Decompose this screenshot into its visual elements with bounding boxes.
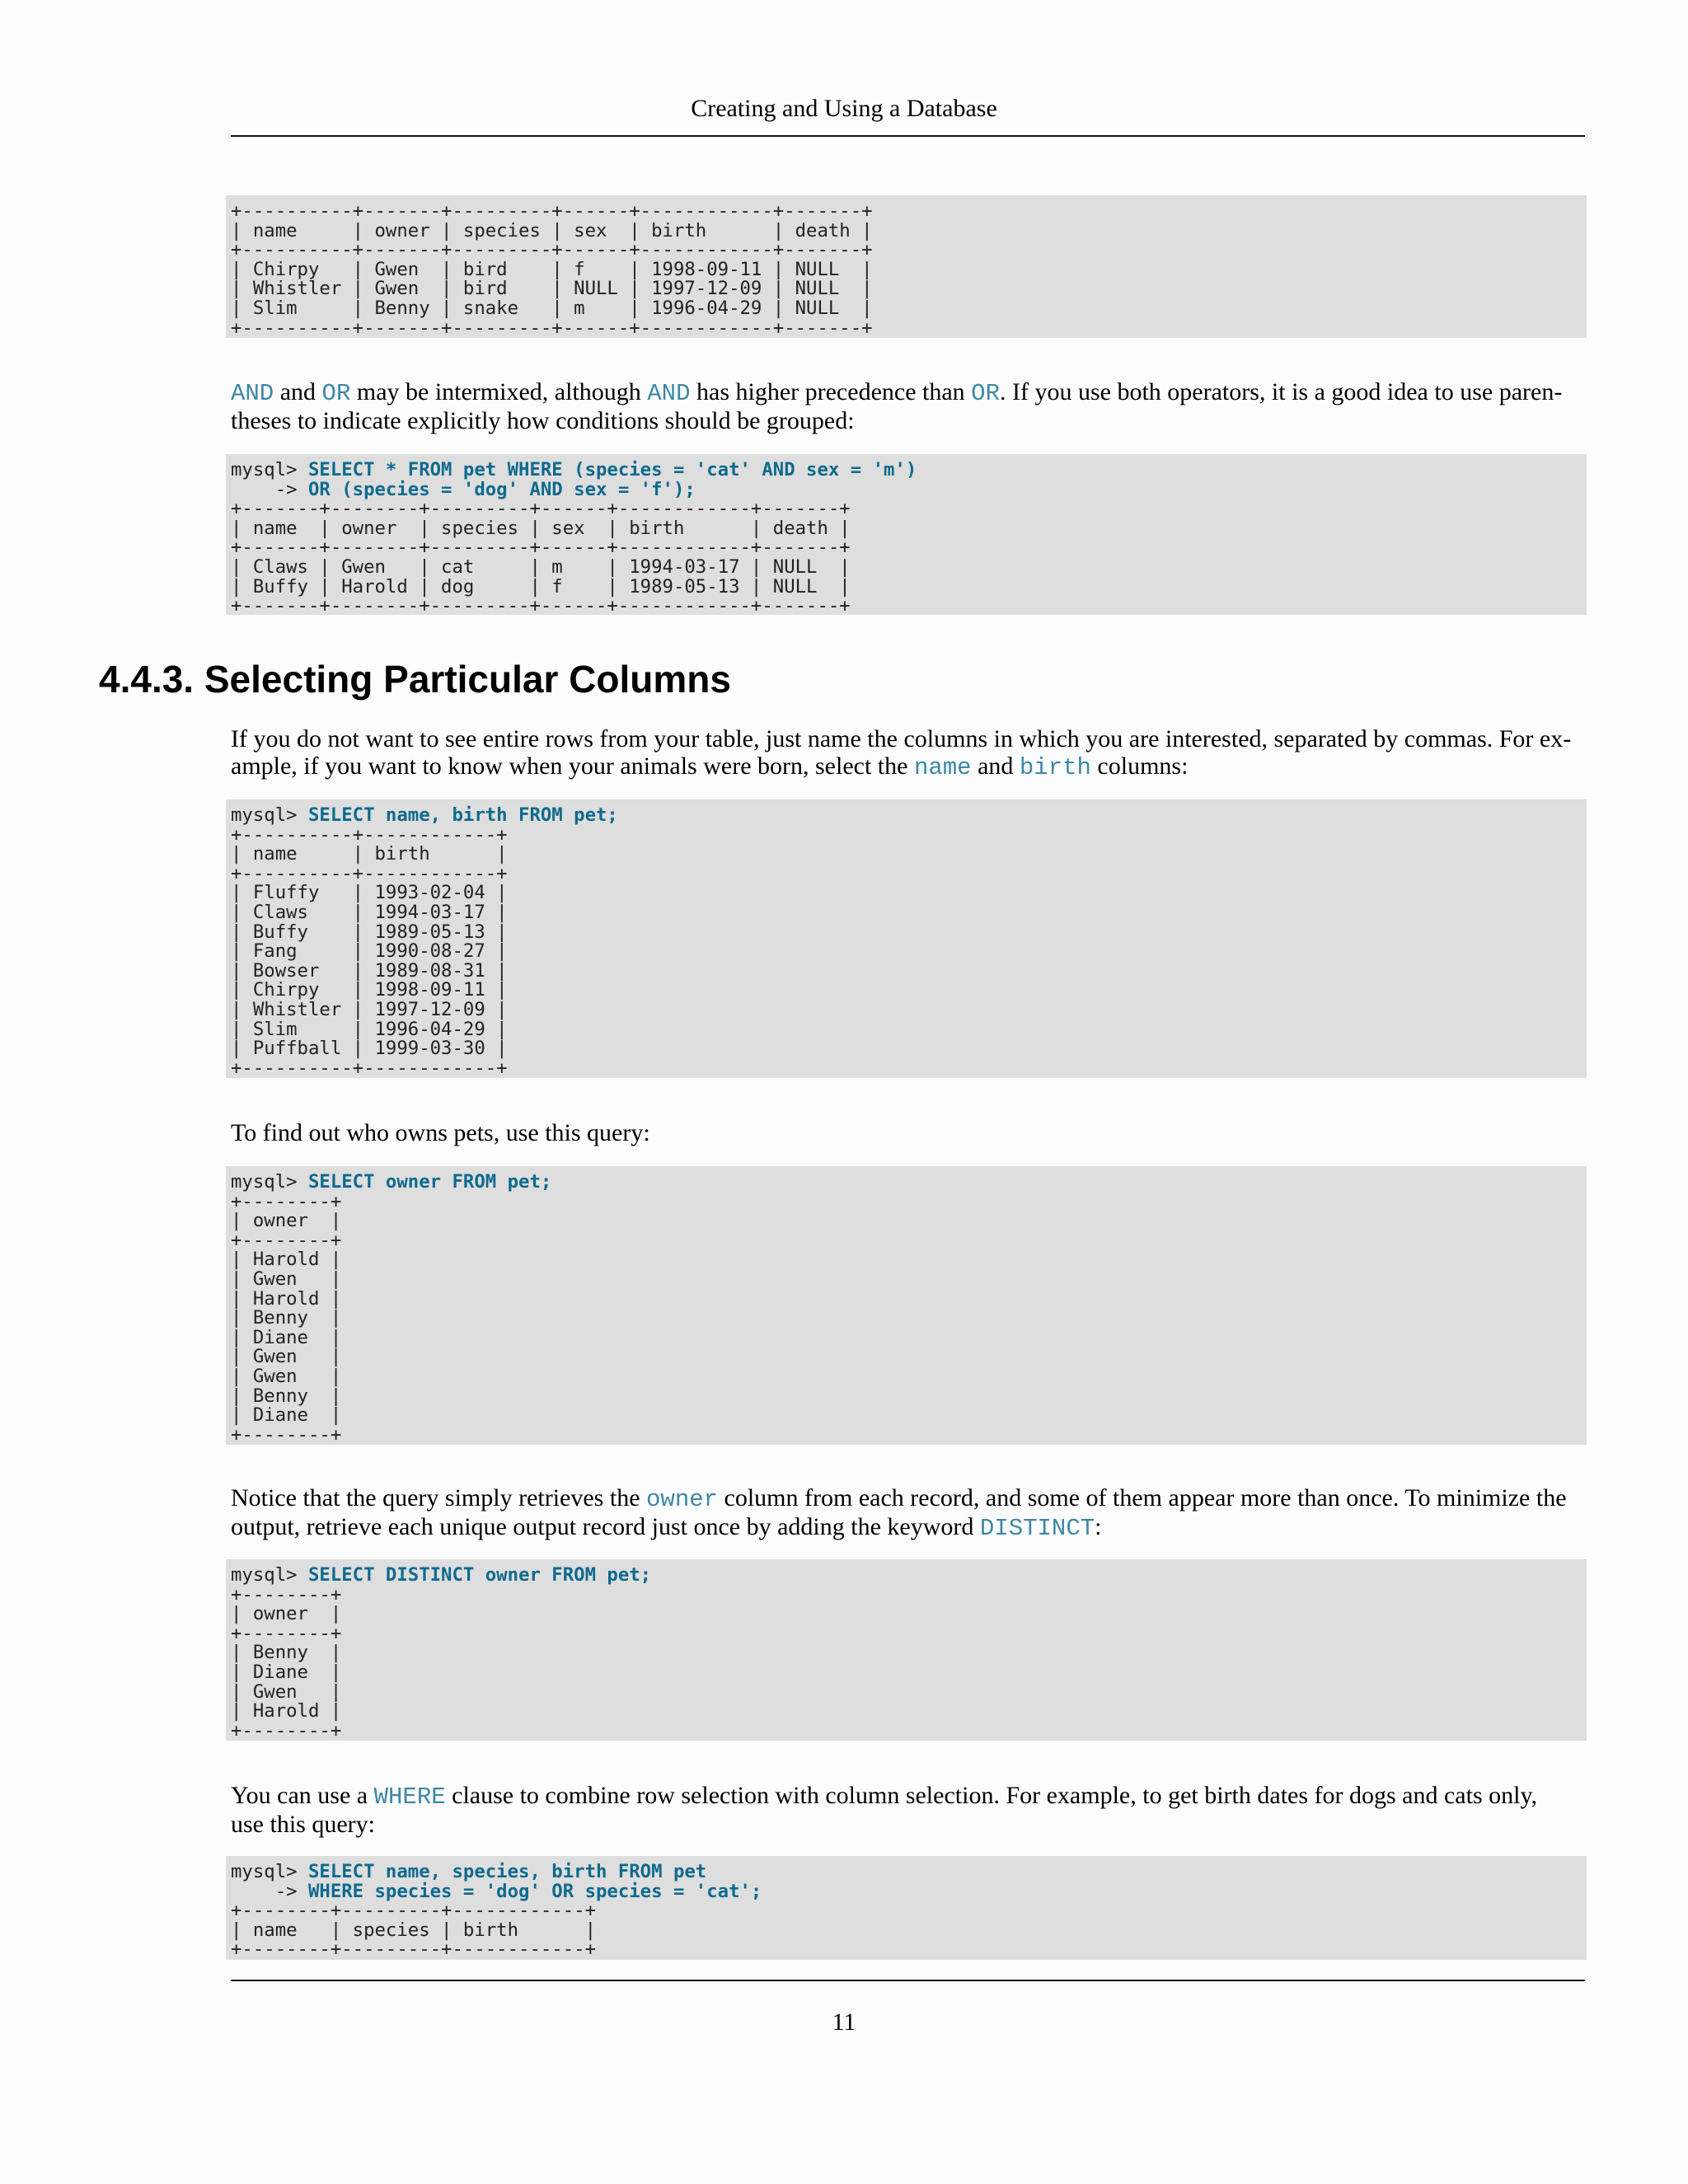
code-line [231,1039,1580,1059]
code-text: +-------+--------+---------+------+------------+-------+ [231,537,851,559]
code-line [231,1605,1580,1624]
code-text: | Slim | Benny | snake | m | 1996-04-29 | NULL | [231,297,873,319]
code-text: +--------+---------+------------+ [231,1900,596,1922]
sql-command: SELECT name, birth FROM pet; [307,804,618,826]
code-text: | Harold | [231,1249,342,1271]
code-line [231,519,1580,539]
code-text: | name | birth | [231,843,508,865]
paragraph-select-columns [231,725,1582,781]
sql-command: OR (species = 'dog' AND sex = 'f'); [307,478,696,500]
paragraph-text: ample, if you want to know when your animals were born, select the [231,752,914,780]
code-text: +----------+-------+---------+------+------------+-------+ [231,239,873,261]
code-line [231,461,1580,480]
code-text: +--------+ [231,1583,342,1605]
code-line [231,845,1580,865]
code-text: | Benny | [231,1307,342,1329]
code-text: | owner | [231,1210,342,1232]
code-text: +--------+---------+------------+ [231,1938,596,1960]
paragraph-text: Notice that the query simply retrieves the [231,1484,647,1511]
paragraph-text: If you do not want to see entire rows from your table, just name the columns in which you are interested, separated by commas. For ex- [231,725,1572,752]
code-block-where-query [226,1856,1587,1960]
code-line [231,959,1580,982]
code-text: | Fluffy | 1993-02-04 | [231,882,508,904]
code-text: +----------+------------+ [231,1057,508,1078]
paragraph-text: You can use a [231,1782,374,1809]
code-line [231,1921,1580,1941]
code-text: | Benny | [231,1642,342,1664]
code-text: +--------+ [231,1423,342,1445]
code-text: +----------+-------+---------+------+------------+-------+ [231,200,873,222]
code-line [231,981,1580,1001]
code-block-result-birds [226,195,1587,338]
code-line [231,1901,1580,1921]
code-block-name-birth-query [226,799,1587,1078]
paragraph-text: columns: [1090,752,1189,780]
code-line [231,1566,1580,1586]
code-text: mysql> [231,1171,308,1193]
paragraph-where-clause [231,1782,1582,1838]
code-line [231,575,1580,598]
code-block-and-or-query [226,454,1587,615]
code-line [231,1583,1580,1605]
code-line [231,903,1580,923]
code-line [231,316,1580,338]
code-text: mysql> [231,1861,308,1882]
code-text: | Benny | [231,1385,342,1407]
code-text: +-------+--------+---------+------+------------+-------+ [231,595,851,615]
code-text: +-------+--------+---------+------+------------+-------+ [231,498,851,520]
code-line [231,480,1580,500]
code-line [231,1326,1580,1348]
code-line [231,823,1580,846]
header-rule [231,135,1585,137]
code-line [231,1270,1580,1290]
inline-code: birth [1019,754,1091,781]
paragraph-text: output, retrieve each unique output record just once by adding the keyword [231,1513,980,1540]
code-text: | Harold | [231,1287,342,1310]
code-text: | Gwen | [231,1268,342,1290]
paragraph-distinct [231,1484,1582,1542]
code-text: +----------+------------+ [231,862,508,884]
code-line [231,1190,1580,1212]
code-text: | Diane | [231,1326,342,1348]
running-header: Creating and Using a Database [691,95,997,122]
paragraph-text: and [971,752,1020,780]
code-line [231,1643,1580,1663]
code-line [231,883,1580,903]
paragraph-text: use this query: [231,1811,375,1838]
inline-code: owner [646,1486,719,1513]
code-line [231,1680,1580,1703]
code-text: | Gwen | [231,1346,342,1368]
code-text: -> [231,1880,308,1902]
paragraph-text: To find out who owns pets, use this query: [231,1119,650,1146]
sql-command: SELECT owner FROM pet; [307,1171,552,1193]
code-line [231,202,1580,222]
code-line [231,555,1580,578]
code-text: | Whistler | 1997-12-09 | [231,998,508,1020]
paragraph-text: . If you use both operators, it is a good idea to use paren- [999,378,1563,405]
code-text: | Gwen | [231,1365,342,1387]
code-text: | Claws | 1994-03-17 | [231,901,508,923]
code-line [231,1719,1580,1741]
code-text: | name | owner | species | sex | birth | death | [231,517,851,539]
code-text: | owner | [231,1603,342,1625]
paragraph-text: has higher precedence than [690,378,972,405]
code-line [231,942,1580,962]
code-line [231,1387,1580,1407]
inline-code: AND [647,380,691,407]
code-line [231,1882,1580,1902]
code-text: +--------+ [231,1622,342,1644]
section-heading: 4.4.3. Selecting Particular Columns [99,658,731,701]
code-text: | Puffball | 1999-03-30 | [231,1038,508,1060]
code-line [231,538,1580,558]
code-text: | Whistler | Gwen | bird | NULL | 1997-12-09 | NULL | [231,278,873,300]
code-line [231,1663,1580,1683]
sql-command: SELECT * FROM pet WHERE (species = 'cat' AND sex = 'm') [307,459,917,480]
code-line [231,1624,1580,1644]
code-block-owner-query [226,1166,1587,1445]
code-line [231,806,1580,826]
page-number: 11 [832,2008,856,2036]
code-text: | Diane | [231,1661,342,1683]
paragraph-text: clause to combine row selection with column selection. For example, to get birth dates for dogs and cats only, [445,1782,1538,1809]
code-line [231,1702,1580,1722]
code-line [231,241,1580,260]
code-line [231,1231,1580,1251]
inline-code: WHERE [373,1783,446,1811]
code-line [231,1250,1580,1270]
code-line [231,923,1580,943]
code-text: +----------+-------+---------+------+------------+-------+ [231,316,873,338]
code-line [231,279,1580,299]
code-text: | Fang | 1990-08-27 | [231,940,508,963]
code-text: mysql> [231,804,308,826]
code-text: +--------+ [231,1229,342,1251]
code-text: | Bowser | 1989-08-31 | [231,959,508,982]
code-text: | Gwen | [231,1680,342,1703]
code-text: | name | species | birth | [231,1919,596,1941]
code-text: | Buffy | 1989-05-13 | [231,921,508,943]
code-line [231,1367,1580,1387]
paragraph-and-or-precedence [231,378,1582,434]
code-text: mysql> [231,459,308,480]
paragraph-text: may be intermixed, although [350,378,648,405]
code-block-distinct-query [226,1559,1587,1741]
code-line [231,1173,1580,1193]
paragraph-text: : [1095,1513,1102,1540]
inline-code: name [913,754,972,781]
sql-command: SELECT DISTINCT owner FROM pet; [307,1564,652,1586]
code-line [231,1406,1580,1426]
sql-command: WHERE species = 'dog' OR species = 'cat'; [307,1880,762,1902]
code-line [231,1287,1580,1310]
code-line [231,597,1580,615]
code-line [231,1863,1580,1882]
code-text: | Diane | [231,1404,342,1427]
code-line [231,862,1580,884]
code-text: | name | owner | species | sex | birth | death | [231,219,873,241]
paragraph-text: column from each record, and some of them appear more than once. To minimize the [718,1484,1567,1511]
code-text: | Chirpy | 1998-09-11 | [231,979,508,1001]
code-text: +----------+------------+ [231,823,508,846]
code-text: mysql> [231,1564,308,1586]
paragraph-text: theses to indicate explicitly how conditions should be grouped: [231,407,855,434]
paragraph-text: and [274,378,322,405]
paragraph-owner-query [231,1119,1582,1146]
code-text: -> [231,478,308,500]
inline-code: OR [971,380,1000,407]
code-text: | Claws | Gwen | cat | m | 1994-03-17 | NULL | [231,555,851,578]
code-line [231,1212,1580,1231]
code-line [231,1347,1580,1367]
code-text: +--------+ [231,1719,342,1741]
code-text: | Harold | [231,1700,342,1722]
code-text: | Chirpy | Gwen | bird | f | 1998-09-11 | NULL | [231,258,873,280]
code-text: +--------+ [231,1190,342,1212]
code-line [231,219,1580,241]
code-line [231,1423,1580,1445]
code-line [231,998,1580,1020]
code-text: | Buffy | Harold | dog | f | 1989-05-13 | NULL | [231,575,851,598]
code-line [231,1020,1580,1040]
inline-code: DISTINCT [979,1515,1095,1542]
code-line [231,299,1580,319]
code-line [231,1059,1580,1078]
code-line [231,1940,1580,1960]
sql-command: SELECT name, species, birth FROM pet [307,1861,707,1882]
inline-code: AND [231,380,274,407]
code-line [231,499,1580,519]
code-line [231,260,1580,280]
inline-code: OR [321,380,351,407]
footer-rule [231,1980,1585,1981]
code-text: | Slim | 1996-04-29 | [231,1018,508,1040]
code-line [231,1309,1580,1329]
